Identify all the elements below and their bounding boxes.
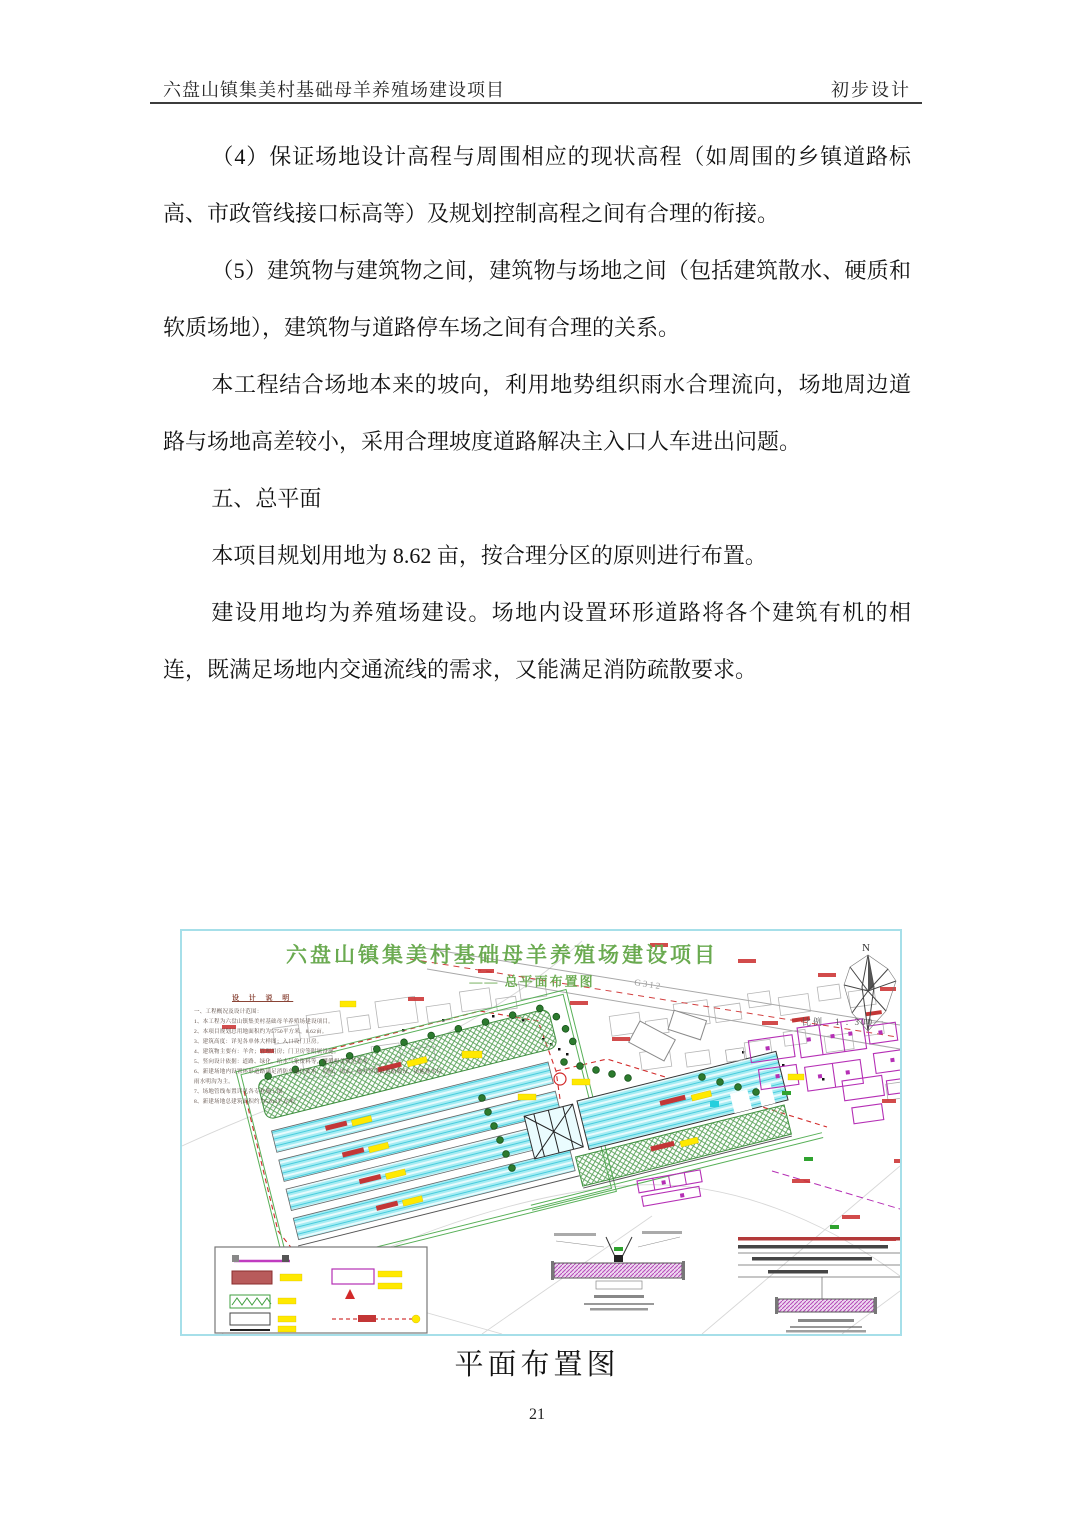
design-note-line: 6、新建场地内设置环形道路满足消防车通行要求，消防、给水、电力管线沿道路敷设，场地排水以雨水明沟为主。 — [194, 1069, 443, 1085]
paragraph-ring-road: 建设用地均为养殖场建设。场地内设置环形道路将各个建筑有机的相连，既满足场地内交通流线的需求，又能满足消防疏散要求。 — [163, 600, 911, 682]
site-plan-figure — [180, 929, 902, 1336]
document-body — [163, 128, 911, 698]
site-plan-drawing — [182, 931, 900, 1334]
design-note-line: 5、竖向设计依据：道路、绿化、给水气象资料等，遵循相关规范要求。 — [194, 1059, 374, 1065]
design-note-line: 7、场地管线布置详见各专业施工图。 — [194, 1089, 289, 1095]
drawing-scale: 比例 1 : 300 — [802, 1017, 875, 1027]
section-heading-general-plan: 五、总平面 — [211, 486, 322, 511]
legend-hardscape-symbol — [230, 1313, 270, 1325]
design-notes — [194, 993, 444, 1107]
page-number: 21 — [529, 1406, 545, 1423]
existing-road-magenta — [772, 1171, 900, 1209]
paragraph-5: （5）建筑物与建筑物之间，建筑物与场地之间（包括建筑散水、硬质和软质场地），建筑物与道路停车场之间有合理的关系。 — [163, 258, 911, 340]
design-note-line: 8、新建场地总建筑面积约为5203平方米。 — [194, 1099, 300, 1105]
header-project-title: 六盘山镇集美村基础母羊养殖场建设项目 — [163, 80, 505, 100]
legend — [215, 1247, 427, 1333]
existing-band-lower — [637, 1170, 705, 1207]
drawing-title: 六盘山镇集美村基础母羊养殖场建设项目 — [286, 943, 718, 967]
paragraph-land-area: 本项目规划用地为 8.62 亩，按合理分区的原则进行布置。 — [211, 543, 767, 568]
drawing-subtitle: —— 总平面布置图 — [469, 974, 595, 989]
design-note-line: 2、本项目规划总用地面积约为5750平方米，8.62亩。 — [194, 1029, 328, 1035]
cyan-chip — [710, 1101, 719, 1107]
design-note-line: 4、建筑物主要有：羊舍；管理用房；门卫房等附属设施。 — [194, 1049, 340, 1055]
paragraph-slope: 本工程结合场地本来的坡向，利用地势组织雨水合理流向，场地周边道路与场地高差较小，采用合理坡度道路解决主入口人车进出问题。 — [163, 372, 911, 454]
design-notes-title: 设 计 说 明 — [232, 994, 294, 1002]
design-note-line: 3、建筑高度：详见各单体大样图；入口设门卫房。 — [194, 1039, 323, 1045]
figure-caption: 平面布置图 — [454, 1349, 620, 1381]
design-note-line: 一、工程概况及设计范围： — [194, 1009, 263, 1015]
header-doc-type: 初步设计 — [831, 80, 911, 100]
detail-section-b — [738, 1237, 900, 1333]
detail-section-a — [551, 1231, 685, 1311]
paragraph-4: （4）保证场地设计高程与周围相应的现状高程（如周围的乡镇道路标高、市政管线接口标高等）及规划控制高程之间有合理的衔接。 — [163, 144, 911, 226]
road-label: G312 — [633, 977, 663, 992]
north-label: N — [862, 942, 870, 954]
existing-buildings-far-right — [842, 1072, 900, 1125]
design-note-line: 1、本工程为六盘山镇集美村基础母羊养殖场建设项目。 — [194, 1019, 334, 1025]
header-rule — [150, 102, 922, 104]
legend-existing-building-symbol — [332, 1269, 374, 1284]
legend-new-building-symbol — [232, 1271, 272, 1284]
